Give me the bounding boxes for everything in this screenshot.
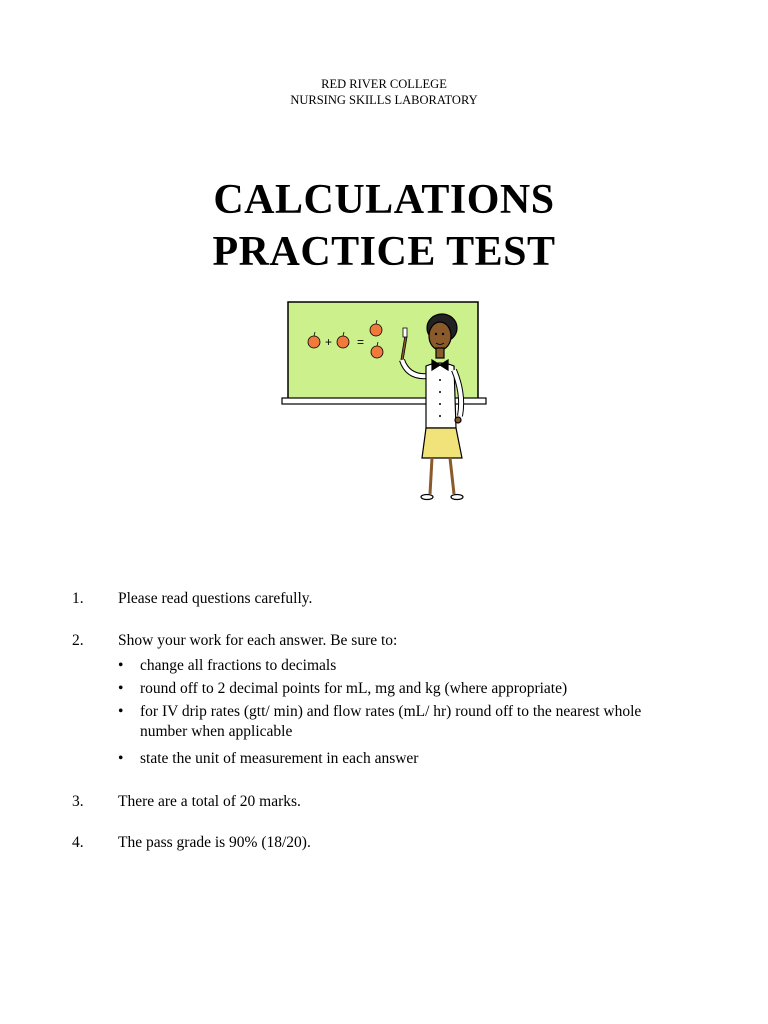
equals-sign: = [357, 335, 365, 349]
bullet-text: state the unit of measurement in each answer [140, 750, 419, 767]
bullet-text: change all fractions to decimals [140, 657, 337, 674]
bullet-icon: • [118, 703, 124, 720]
title-line-2: PRACTICE TEST [212, 229, 556, 275]
instruction-text: Show your work for each answer. Be sure to: [118, 632, 398, 649]
lab-name: NURSING SKILLS LABORATORY [290, 93, 478, 107]
instruction-text: The pass grade is 90% (18/20). [118, 834, 311, 851]
college-name: RED RIVER COLLEGE [321, 77, 447, 91]
instruction-number: 1. [72, 590, 84, 607]
bullet-text: round off to 2 decimal points for mL, mg and kg (where appropriate) [140, 680, 568, 697]
bullet-text: for IV drip rates (gtt/ min) and flow rates (mL/ hr) round off to the nearest whole number when applicable [140, 703, 642, 740]
instruction-number: 4. [72, 834, 84, 851]
instruction-number: 2. [72, 632, 84, 649]
plus-sign: + [325, 335, 333, 349]
instruction-text: There are a total of 20 marks. [118, 793, 301, 810]
bullet-icon: • [118, 657, 124, 674]
bullet-icon: • [118, 680, 124, 697]
instruction-number: 3. [72, 793, 84, 810]
bullet-icon: • [118, 750, 124, 767]
title-line-1: CALCULATIONS [213, 177, 555, 223]
instruction-text: Please read questions carefully. [118, 590, 313, 607]
